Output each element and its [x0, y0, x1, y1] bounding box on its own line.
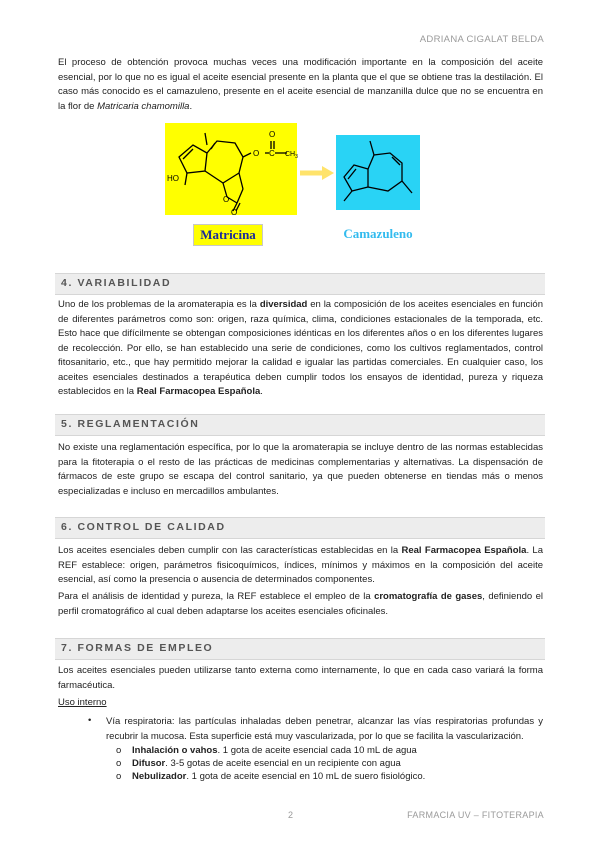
section-4-title: 4. VARIABILIDAD — [61, 277, 172, 289]
intro-text: El proceso de obtención provoca muchas veces una modificación importante en la composición del aceite esencial, por lo que no es igual el aceite esencial presente en la planta que el que se obtiene tras la destilación. El caso más conocido es el camazuleno, presente en el aceite esencial de manzanilla dulce que no se encuentra en la flor de — [58, 57, 543, 112]
section-7-paragraph: Los aceites esenciales pueden utilizarse tanto externa como internamente, lo que en cada caso variará la forma farmacéutica. — [58, 665, 543, 691]
section-6-title: 6. CONTROL DE CALIDAD — [61, 521, 226, 533]
intro-paragraph: El proceso de obtención provoca muchas veces una modificación importante en la composición del aceite esencial, por lo que no es igual el aceite esencial presente en la planta que el que se obtiene tras la destilación. El caso más conocido es el camazuleno, presente en el aceite esencial de manzanilla dulce que no se encuentra en la flor de Matricaria chamomilla. — [58, 57, 543, 112]
camazulene-diagram — [336, 135, 420, 210]
list-item: o Difusor. 3-5 gotas de aceite esencial en un recipiente con agua — [116, 758, 401, 769]
sub-list — [116, 744, 425, 783]
matricine-diagram — [165, 123, 297, 215]
section-6-header — [55, 517, 545, 539]
section-7-title: 7. FORMAS DE EMPLEO — [61, 642, 214, 654]
species-name: Matricaria chamomilla — [97, 100, 190, 112]
section-4-header — [55, 273, 545, 295]
section-5-header — [55, 414, 545, 436]
footer-title: FARMACIA UV – FITOTERAPIA — [407, 810, 544, 820]
section-6-paragraph-2: Para el análisis de identidad y pureza, la REF establece el empleo de la cromatografía de gases, definiendo el perfil cromatográfico al cual deben adaptarse los aceites esenciales oficinales. — [58, 591, 543, 617]
arrow-icon — [300, 166, 334, 185]
label-camazulene: Camazuleno — [343, 226, 413, 241]
atom-o3: O — [223, 195, 230, 204]
section-4-paragraph: Uno de los problemas de la aromaterapia es la diversidad en la composición de los aceites esenciales en función de diferentes parámetros como son: origen, raza química, clima, condiciones estacionales de la temporada, etc. Esto hace que difícilmente se obtengan composiciones idénticas en los diferentes años o en los diferentes lugares de recolección. Por ello, se han establecido una serie de condiciones, como los cultivos reglamentados, control fitosanitario, etc., que hay permitido mejorar la calidad e igualar las partidas comerciales. En cualquier caso, los aceites esenciales destinados a terapéutica deben cumplir todos los ensayos de identidad, pureza y riqueza establecidos en la Real Farmacopea Española. — [58, 299, 543, 397]
atom-o1: O — [253, 149, 260, 158]
header-author: ADRIANA CIGALAT BELDA — [419, 34, 544, 45]
atom-o4: O — [231, 208, 238, 217]
list-item: o Inhalación o vahos. 1 gota de aceite esencial cada 10 mL de agua — [116, 745, 417, 756]
atom-ch3: $CH_3$ — [285, 151, 298, 160]
bullet-dot: • — [88, 715, 92, 726]
section-6-paragraph-1: Los aceites esenciales deben cumplir con las características establecidas en la Real Farmacopea Española. La REF establece: origen, parámetros fisicoquímicos, índices, mínimos y máximos en la composición del aceite esencial, así como la presencia o ausencia de determinados componentes. — [58, 545, 543, 585]
atom-c: C — [269, 149, 275, 158]
list-item: o Nebulizador. 1 gota de aceite esencial en 10 mL de suero fisiológico. — [116, 771, 426, 782]
bullet-respiratory: Vía respiratoria: las partículas inhaladas deben penetrar, alcanzar las vías respiratorias profundas y recubrir la mucosa. Esta superficie está muy vascularizada, por lo que se facilita la vascularización. — [106, 716, 543, 742]
camazulene-structure — [336, 135, 420, 210]
section-5-paragraph: No existe una reglamentación específica, por lo que la aromaterapia se incluye dentro de las normas establecidas para la fitoterapia o el resto de las prácticas de medicinas complementarias y alternativas. La dispensación de fármacos de este grupo se escapa del control sanitario, ya que pueden obtenerse en tiendas más o menos especializadas e incluso en mercadillos ambulantes. — [58, 442, 543, 497]
section-7-header — [55, 638, 545, 660]
atom-ho: HO — [167, 174, 179, 183]
section-5-title: 5. REGLAMENTACIÓN — [61, 418, 200, 430]
atom-o2: O — [269, 130, 276, 139]
label-matricine: Matricina — [193, 224, 263, 246]
page-number: 2 — [288, 810, 294, 820]
matricine-structure — [165, 123, 297, 215]
subheading-uso-interno: Uso interno — [58, 697, 107, 708]
